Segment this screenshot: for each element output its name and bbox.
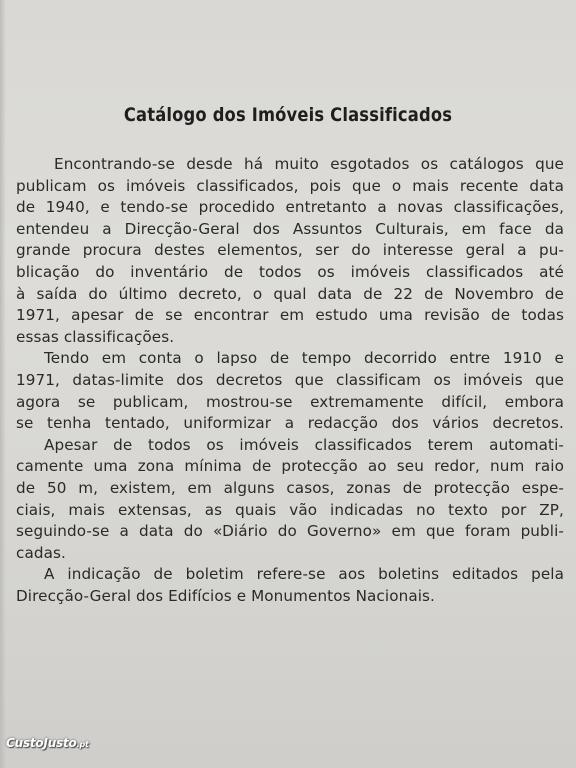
paragraph-4-line: A indicação de boletim refere-se aos boletins editados pela (44, 565, 564, 584)
paragraph-1-line: Encontrando-se desde há muito esgotados os catálogos que (54, 155, 564, 173)
paragraph-1-line: 1971, apesar de se encontrar em estudo uma revisão de todas (16, 306, 564, 325)
paragraph-3-line: ciais, mais extensas, as quais vão indicadas no texto por ZP, (16, 500, 564, 519)
paragraph-3-line: Apesar de todos os imóveis classificados terem automati- (44, 435, 564, 454)
paragraph-2-line: 1971, datas-limite dos decretos que classificam os imóveis que (16, 370, 564, 389)
paragraph-2-line: Tendo em conta o lapso de tempo decorrido entre 1910 e (44, 349, 564, 368)
watermark-tld: .pt (76, 740, 89, 749)
paragraph-3-line: cadas. (16, 543, 66, 562)
page-edge-shadow (0, 0, 6, 768)
paragraph-2-line: se tenha tentado, uniformizar a redacção dos vários decretos. (16, 414, 564, 433)
paragraph-1-line: de 1940, e tendo-se procedido entretanto a novas classificações, (16, 198, 564, 217)
paragraph-1-line: essas classificações. (16, 327, 175, 346)
document-title: Catálogo dos Imóveis Classificados (123, 104, 453, 126)
paragraph-4-line: Direcção-Geral dos Edifícios e Monumentos Nacionais. (16, 586, 435, 605)
watermark-logo (6, 736, 89, 750)
document-body (16, 154, 564, 607)
paragraph-3-line: camente uma zona mínima de protecção ao seu redor, num raio (16, 457, 564, 476)
paragraph-3-line: de 50 m, existem, em alguns casos, zonas de protecção espe- (16, 478, 564, 497)
paragraph-1-line: publicam os imóveis classificados, pois que o mais recente data (16, 176, 564, 195)
paragraph-3-line: seguindo-se a data do «Diário do Governo» em que foram publi- (16, 522, 564, 541)
paragraph-1-line: à saída do último decreto, o qual data de 22 de Novembro de (16, 284, 564, 303)
paragraph-1-line: grande procura destes elementos, ser do interesse geral a pu- (16, 241, 564, 260)
paragraph-2-line: agora se publicam, mostrou-se extremamente difícil, embora (16, 392, 564, 411)
watermark-brand: CustoJusto (6, 736, 77, 750)
paragraph-1-line: blicação do inventário de todos os imóveis classificados até (16, 262, 564, 281)
paragraph-1-line: entendeu a Direcção-Geral dos Assuntos Culturais, em face da (16, 219, 564, 238)
